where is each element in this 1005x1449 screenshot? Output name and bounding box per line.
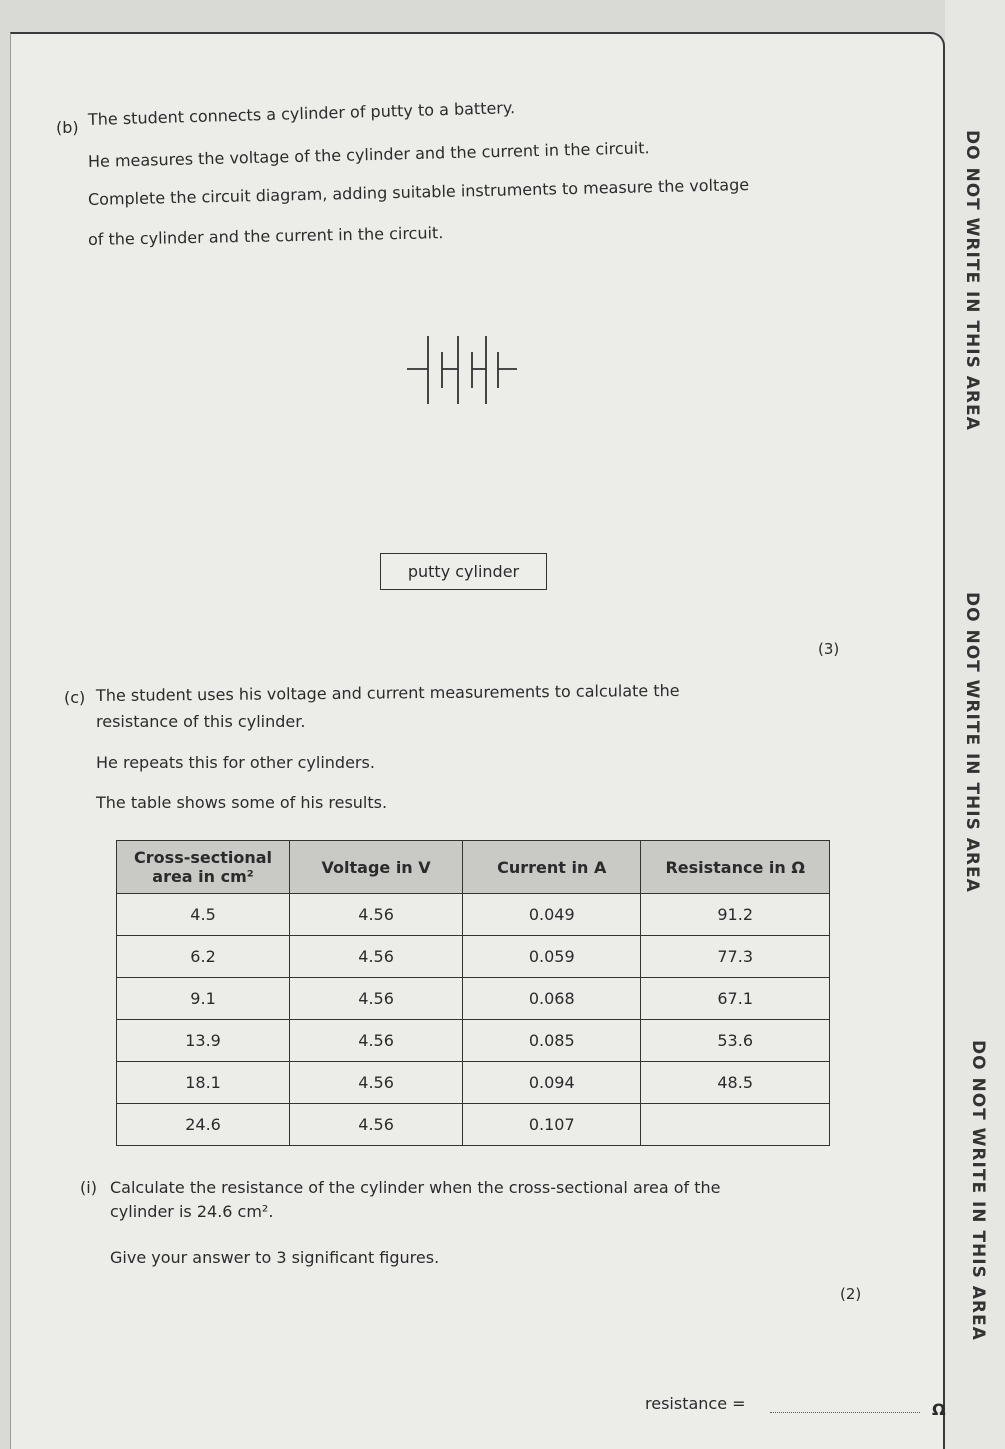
cell-resistance: 48.5 <box>641 1062 830 1104</box>
part-c-line2: resistance of this cylinder. <box>96 712 306 731</box>
part-ci-line3: Give your answer to 3 significant figures. <box>110 1248 440 1267</box>
header-resistance: Resistance in Ω <box>641 841 830 894</box>
cell-voltage: 4.56 <box>290 894 463 936</box>
cell-voltage: 4.56 <box>290 1062 463 1104</box>
part-b-label: (b) <box>56 118 79 137</box>
answer-unit: Ω <box>932 1400 946 1419</box>
part-b-marks: (3) <box>818 640 840 658</box>
results-table <box>116 840 830 1146</box>
putty-cylinder-box: putty cylinder <box>380 553 547 590</box>
cell-current: 0.094 <box>463 1062 641 1104</box>
cell-voltage: 4.56 <box>290 1020 463 1062</box>
part-ci-line2: cylinder is 24.6 cm². <box>110 1202 274 1221</box>
cell-voltage: 4.56 <box>290 978 463 1020</box>
part-c-line1: The student uses his voltage and current measurements to calculate the <box>95 680 680 705</box>
part-ci-label: (i) <box>80 1178 97 1197</box>
answer-label: resistance = <box>645 1394 746 1413</box>
table-row <box>117 936 830 978</box>
part-b-line1: The student connects a cylinder of putty to a battery. <box>87 98 516 129</box>
cell-current: 0.068 <box>463 978 641 1020</box>
header-current: Current in A <box>463 841 641 894</box>
cell-current: 0.049 <box>463 894 641 936</box>
cell-current: 0.085 <box>463 1020 641 1062</box>
table-row <box>117 894 830 936</box>
part-ci-marks: (2) <box>840 1285 862 1303</box>
part-b-line2: He measures the voltage of the cylinder and the current in the circuit. <box>87 138 650 171</box>
cell-resistance: 67.1 <box>641 978 830 1020</box>
part-c-line4: The table shows some of his results. <box>96 793 388 812</box>
cell-current: 0.107 <box>463 1104 641 1146</box>
cell-area: 18.1 <box>117 1062 290 1104</box>
cell-area: 13.9 <box>117 1020 290 1062</box>
cell-resistance: 77.3 <box>641 936 830 978</box>
cell-voltage: 4.56 <box>290 1104 463 1146</box>
part-c-label: (c) <box>64 688 86 707</box>
margin-warning-middle: DO NOT WRITE IN THIS AREA <box>962 592 982 893</box>
cell-area: 24.6 <box>117 1104 290 1146</box>
cell-resistance-blank[interactable] <box>641 1104 830 1146</box>
answer-line[interactable] <box>770 1412 920 1413</box>
table-row <box>117 1062 830 1104</box>
header-area-line1: Cross-sectional <box>134 848 273 867</box>
cell-area: 6.2 <box>117 936 290 978</box>
header-area <box>117 841 290 894</box>
table-row <box>117 1020 830 1062</box>
part-b-line3: Complete the circuit diagram, adding suitable instruments to measure the voltage <box>87 175 750 209</box>
cell-current: 0.059 <box>463 936 641 978</box>
header-area-line2: area in cm² <box>152 867 254 886</box>
margin-warning-top: DO NOT WRITE IN THIS AREA <box>962 130 982 431</box>
part-ci-line1: Calculate the resistance of the cylinder when the cross-sectional area of the <box>110 1178 721 1197</box>
battery-symbol <box>405 332 520 406</box>
part-c-line3: He repeats this for other cylinders. <box>96 753 375 772</box>
cell-area: 4.5 <box>117 894 290 936</box>
table-row <box>117 1104 830 1146</box>
cell-resistance: 91.2 <box>641 894 830 936</box>
header-voltage: Voltage in V <box>290 841 463 894</box>
table-row <box>117 978 830 1020</box>
margin-warning-bottom: DO NOT WRITE IN THIS AREA <box>968 1040 988 1341</box>
cell-voltage: 4.56 <box>290 936 463 978</box>
part-b-line4: of the cylinder and the current in the circuit. <box>87 223 444 249</box>
table-header-row <box>117 841 830 894</box>
cell-resistance: 53.6 <box>641 1020 830 1062</box>
cell-area: 9.1 <box>117 978 290 1020</box>
